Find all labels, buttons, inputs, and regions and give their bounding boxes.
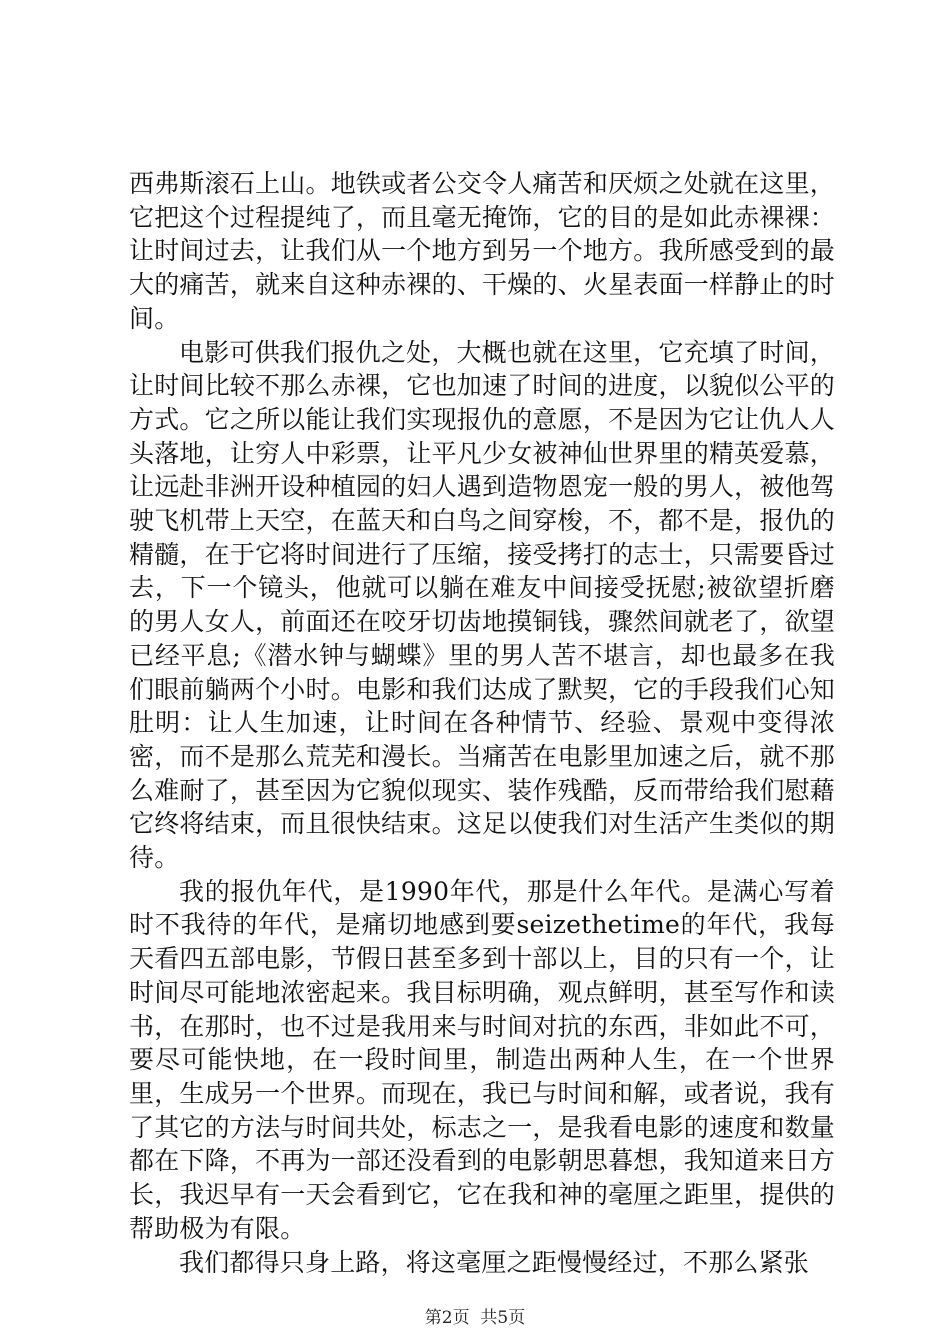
paragraph-3: 我的报仇年代，是1990年代，那是什么年代。是满心写着时不我待的年代，是痛切地感到要seizethetime的年代，我每天看四五部电影，节假日甚至多到十部以上，目的只有一个，让时间尽可能地浓密起来。我目标明确，观点鲜明，甚至写作和读书，在那时，也不过是我用来与时间对抗的东西，非如此不可，要尽可能快地，在一段时间里，制造出两种人生，在一个世界里，生成另一个世界。而现在，我已与时间和解，或者说，我有了其它的方法与时间共处，标志之一，是我看电影的速度和数量都在下降，不再为一部还没看到的电影朝思暮想，我知道来日方长，我迟早有一天会看到它，它在我和神的毫厘之距里，提供的帮助极为有限。 bbox=[129, 876, 835, 1243]
paragraph-2: 电影可供我们报仇之处，大概也就在这里，它充填了时间，让时间比较不那么赤裸，它也加速了时间的进度，以貌似公平的方式。它之所以能让我们实现报仇的意愿，不是因为它让仇人人头落地，让穷人中彩票，让平凡少女被神仙世界里的精英爱慕，让远赴非洲开设种植园的妇人遇到造物恩宠一般的男人，被他驾驶飞机带上天空，在蓝天和白鸟之间穿梭，不，都不是，报仇的精髓，在于它将时间进行了压缩，接受拷打的志士，只需要昏过去，下一个镜头，他就可以躺在难友中间接受抚慰;被欲望折磨的男人女人，前面还在咬牙切齿地摸铜钱，骤然间就老了，欲望已经平息;《潜水钟与蝴蝶》里的男人苦不堪言，却也最多在我们眼前躺两个小时。电影和我们达成了默契，它的手段我们心知肚明：让人生加速，让时间在各种情节、经验、景观中变得浓密，而不是那么荒芜和漫长。当痛苦在电影里加速之后，就不那么难耐了，甚至因为它貌似现实、装作残酷，反而带给我们慰藉它终将结束，而且很快结束。这足以使我们对生活产生类似的期待。 bbox=[129, 337, 835, 873]
paragraph-1: 西弗斯滚石上山。地铁或者公交令人痛苦和厌烦之处就在这里，它把这个过程提纯了，而且毫无掩饰，它的目的是如此赤裸裸：让时间过去，让我们从一个地方到另一个地方。我所感受到的最大的痛苦，就来自这种赤裸的、干燥的、火星表面一样静止的时间。 bbox=[129, 169, 835, 333]
paragraph-4: 我们都得只身上路，将这毫厘之距慢慢经过，不那么紧张 bbox=[179, 1247, 810, 1277]
page-number-footer: 第2页 共5页 bbox=[424, 1308, 526, 1328]
article-body bbox=[129, 167, 835, 1279]
